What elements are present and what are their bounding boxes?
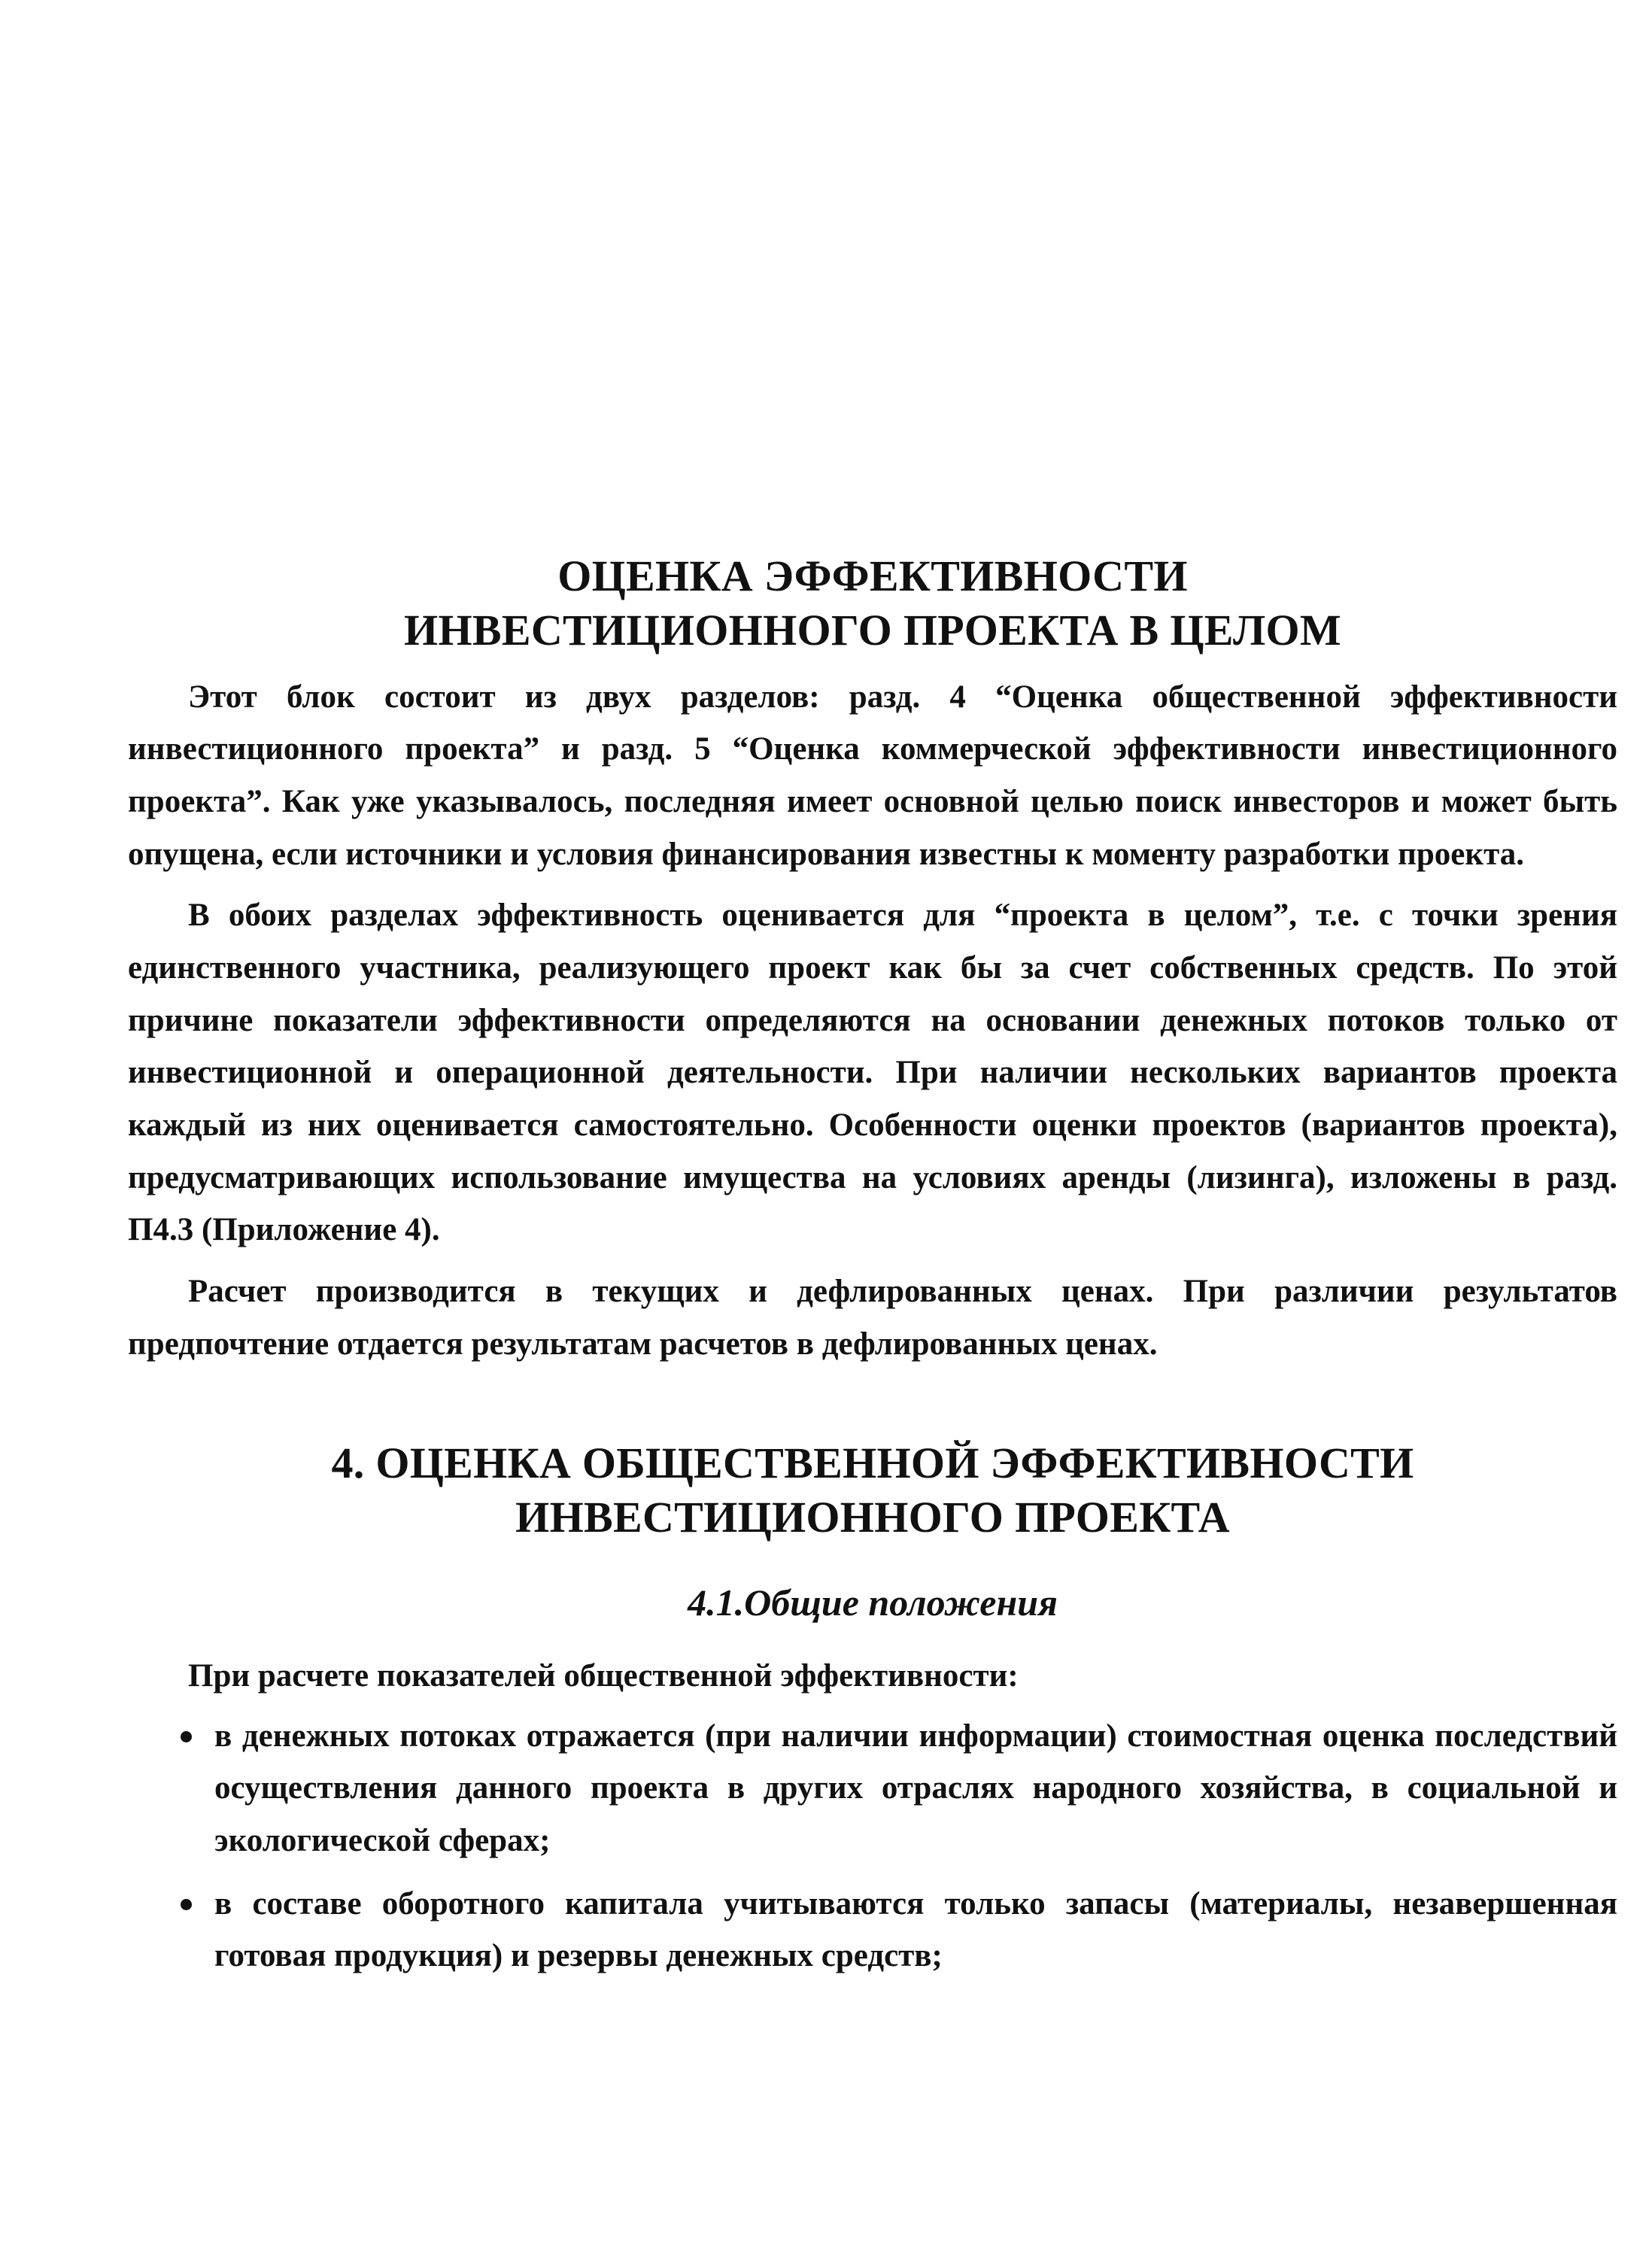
section-heading-line-1: 4. ОЦЕНКА ОБЩЕСТВЕННОЙ ЭФФЕКТИВНОСТИ — [331, 1438, 1414, 1488]
document-page — [128, 549, 1617, 1993]
list-item-text: в составе оборотного капитала учитываются только запасы (материалы, незавершенная готовая продукция) и резервы денежных средств; — [214, 1885, 1617, 1974]
subsection-heading: 4.1.Общие положения — [688, 1581, 1058, 1624]
bullet-icon — [181, 1731, 192, 1742]
paragraph-1: Этот блок состоит из двух разделов: разд. 4 “Оценка общественной эффективности инвестиционного проекта” и разд. 5 “Оценка коммерческой эффективности инвестиционного проекта”. Как уже указывалось, последняя имеет основной целью поиск инвесторов и может быть опущена, если источники и условия финансирования известны к моменту разработки проекта. — [128, 679, 1617, 872]
paragraph-3: Расчет производится в текущих и дефлированных ценах. При различии результатов предпочтение отдается результатам расчетов в дефлированных ценах. — [128, 1274, 1617, 1362]
paragraph-2: В обоих разделах эффективность оценивается для “проекта в целом”, т.е. с точки зрения единственного участника, реализующего проект как бы за счет собственных средств. По этой причине показатели эффективности определяются на основании денежных потоков только от инвестиционной и операционной деятельности. При наличии нескольких вариантов проекта каждый из них оценивается самостоятельно. Особенности оценки проектов (вариантов проекта), предусматривающих использование имущества на условиях аренды (лизинга), изложены в разд. П4.3 (Приложение 4). — [128, 898, 1617, 1248]
list-item-text: в денежных потоках отражается (при наличии информации) стоимостная оценка последствий осуществления данного проекта в других отраслях народного хозяйства, в социальной и экологической сферах; — [214, 1718, 1617, 1859]
list-intro: При расчете показателей общественной эффективности: — [188, 1658, 1019, 1694]
list-item — [128, 1878, 1617, 1982]
main-title-line-1: ОЦЕНКА ЭФФЕКТИВНОСТИ — [557, 551, 1188, 600]
bullet-list — [128, 1710, 1617, 1982]
section-heading-line-2: ИНВЕСТИЦИОННОГО ПРОЕКТА — [515, 1493, 1230, 1542]
section-heading — [128, 1436, 1617, 1545]
list-item — [128, 1710, 1617, 1867]
main-title — [128, 549, 1617, 658]
main-title-line-2: ИНВЕСТИЦИОННОГО ПРОЕКТА В ЦЕЛОМ — [404, 605, 1341, 655]
bullet-icon — [181, 1899, 192, 1910]
